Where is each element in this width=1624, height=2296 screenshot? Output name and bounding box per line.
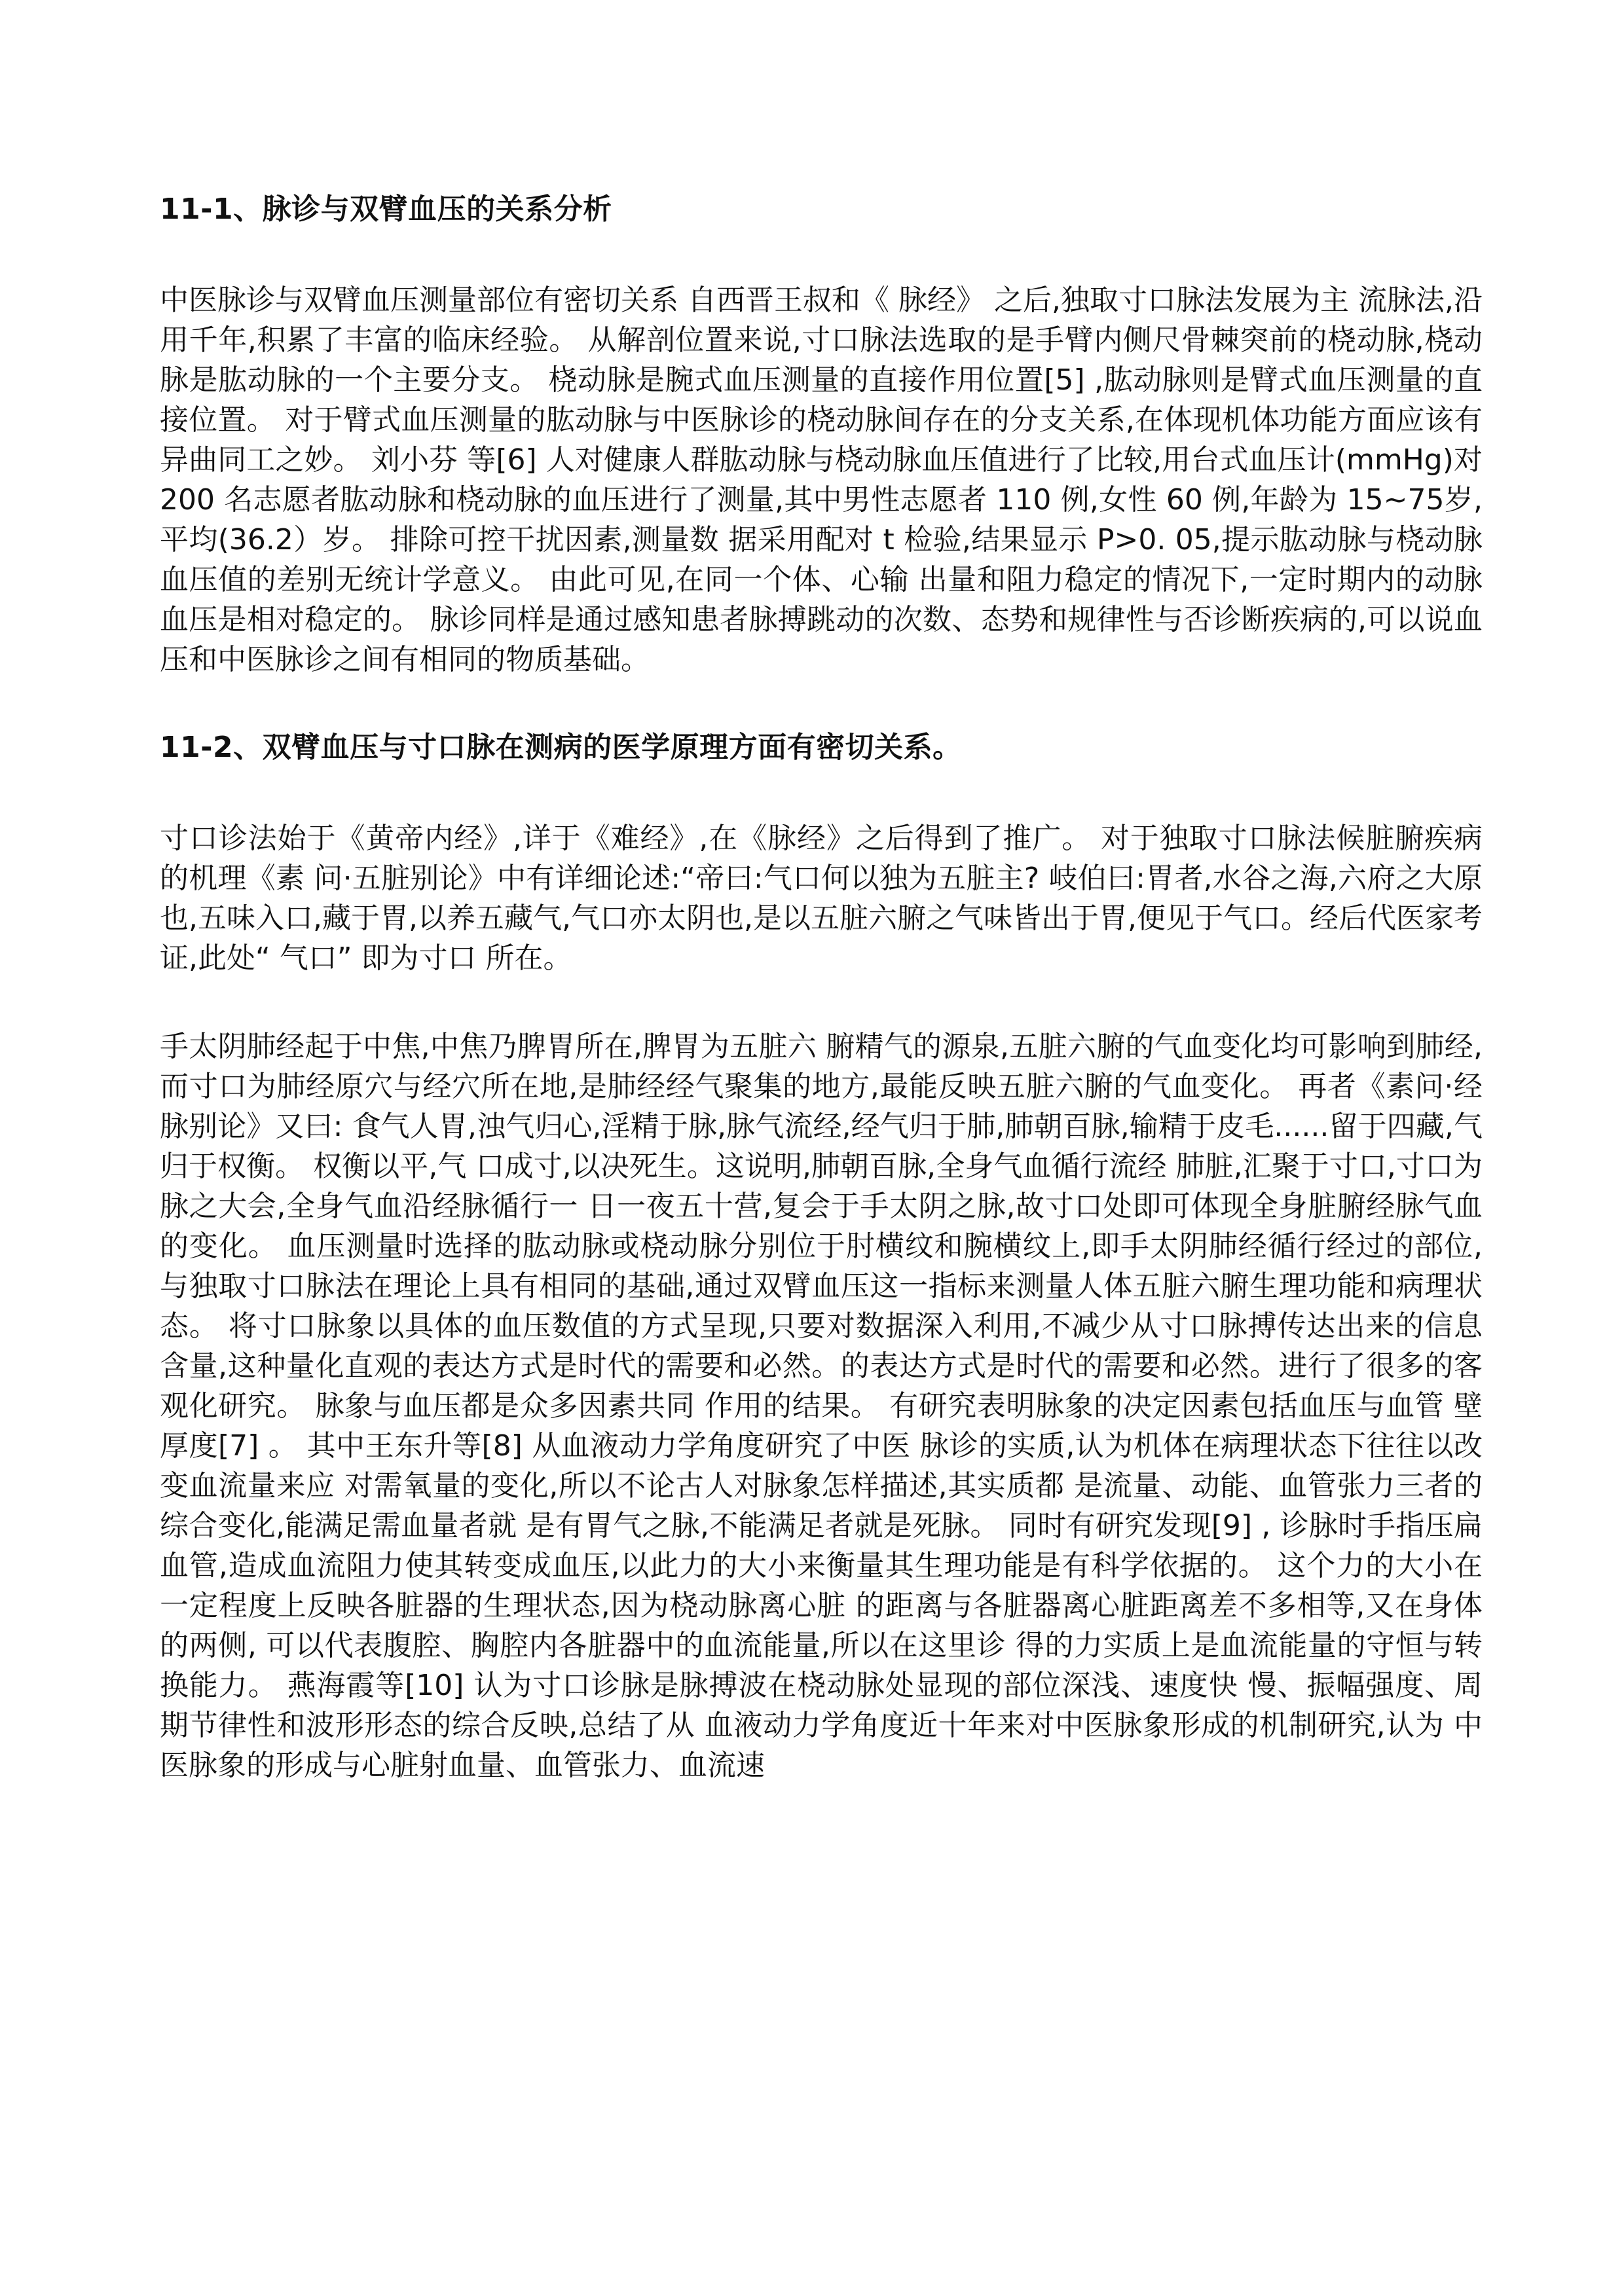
section-heading-11-1: 11-1、脉诊与双臂血压的关系分析 bbox=[160, 192, 612, 226]
section-11-1-paragraph: 中医脉诊与双臂血压测量部位有密切关系 自西晋王叔和《 脉经》 之后,独取寸口脉法发展为主 流脉法,沿用千年,积累了丰富的临床经验。 从解剖位置来说,寸口脉法选取的是手臂内侧尺骨棘突前的桡动脉,桡动脉是肱动脉的一个主要分支。 桡动脉是腕式血压测量的直接作用位置[5] ,肱动脉则是臂式血压测量的直接位置。 对于臂式血压测量的肱动脉与中医脉诊的桡动脉间存在的分支关系,在体现机体功能方面应该有异曲同工之妙。 刘小芬 等[6] 人对健康人群肱动脉与桡动脉血压值进行了比较,用台式血压计(mmHg)对 200 名志愿者肱动脉和桡动脉的血压进行了测量,其中男性志愿者 110 例,女性 60 例,年龄为 15~75岁,平均(36.2）岁。 排除可控干扰因素,测量数 据采用配对 t 检验,结果显示 P>0. 05,提示肱动脉与桡动脉 血压值的差别无统计学意义。 由此可见,在同一个体、心输 出量和阻力稳定的情况下,一定时期内的动脉血压是相对稳定的。 脉诊同样是通过感知患者脉搏跳动的次数、态势和规律性与否诊断疾病的,可以说血压和中医脉诊之间有相同的物质基础。 bbox=[160, 283, 1483, 676]
document-body bbox=[160, 190, 1483, 1785]
section-11-2-paragraph-1: 寸口诊法始于《黄帝内经》,详于《难经》,在《脉经》之后得到了推广。 对于独取寸口脉法候脏腑疾病的机理《素 问·五脏别论》中有详细论述:“帝曰:气口何以独为五脏主? 岐伯曰:胃者,水谷之海,六府之大原也,五味入口,藏于胃,以养五藏气,气口亦太阴也,是以五脏六腑之气味皆出于胃,便见于气口。经后代医家考证,此处“ 气口” 即为寸口 所在。 bbox=[160, 822, 1483, 975]
section-heading-11-2: 11-2、双臂血压与寸口脉在测病的医学原理方面有密切关系。 bbox=[160, 731, 962, 764]
section-11-2-paragraph-2: 手太阴肺经起于中焦,中焦乃脾胃所在,脾胃为五脏六 腑精气的源泉,五脏六腑的气血变化均可影响到肺经,而寸口为肺经原穴与经穴所在地,是肺经经气聚集的地方,最能反映五脏六腑的气血变化。 再者《素问·经脉别论》又曰: 食气人胃,浊气归心,淫精于脉,脉气流经,经气归于肺,肺朝百脉,输精于皮毛......留于四藏,气归于权衡。 权衡以平,气 口成寸,以决死生。这说明,肺朝百脉,全身气血循行流经 肺脏,汇聚于寸口,寸口为脉之大会,全身气血沿经脉循行一 日一夜五十营,复会于手太阴之脉,故寸口处即可体现全身脏腑经脉气血的变化。 血压测量时选择的肱动脉或桡动脉分别位于肘横纹和腕横纹上,即手太阴肺经循行经过的部位,与独取寸口脉法在理论上具有相同的基础,通过双臂血压这一指标来测量人体五脏六腑生理功能和病理状态。 将寸口脉象以具体的血压数值的方式呈现,只要对数据深入利用,不减少从寸口脉搏传达出来的信息含量,这种量化直观的表达方式是时代的需要和必然。的表达方式是时代的需要和必然。进行了很多的客观化研究。 脉象与血压都是众多因素共同 作用的结果。 有研究表明脉象的决定因素包括血压与血管 壁厚度[7] 。 其中王东升等[8] 从血液动力学角度研究了中医 脉诊的实质,认为机体在病理状态下往往以改变血流量来应 对需氧量的变化,所以不论古人对脉象怎样描述,其实质都 是流量、动能、血管张力三者的综合变化,能满足需血量者就 是有胃气之脉,不能满足者就是死脉。 同时有研究发现[9] , 诊脉时手指压扁血管,造成血流阻力使其转变成血压,以此力的大小来衡量其生理功能是有科学依据的。 这个力的大小在一定程度上反映各脏器的生理状态,因为桡动脉离心脏 的距离与各脏器离心脏距离差不多相等,又在身体的两侧, 可以代表腹腔、胸腔内各脏器中的血流能量,所以在这里诊 得的力实质上是血流能量的守恒与转换能力。 燕海霞等[10] 认为寸口诊脉是脉搏波在桡动脉处显现的部位深浅、速度快 慢、振幅强度、周期节律性和波形形态的综合反映,总结了从 血液动力学角度近十年来对中医脉象形成的机制研究,认为 中医脉象的形成与心脏射血量、血管张力、血流速 bbox=[160, 1030, 1483, 1782]
